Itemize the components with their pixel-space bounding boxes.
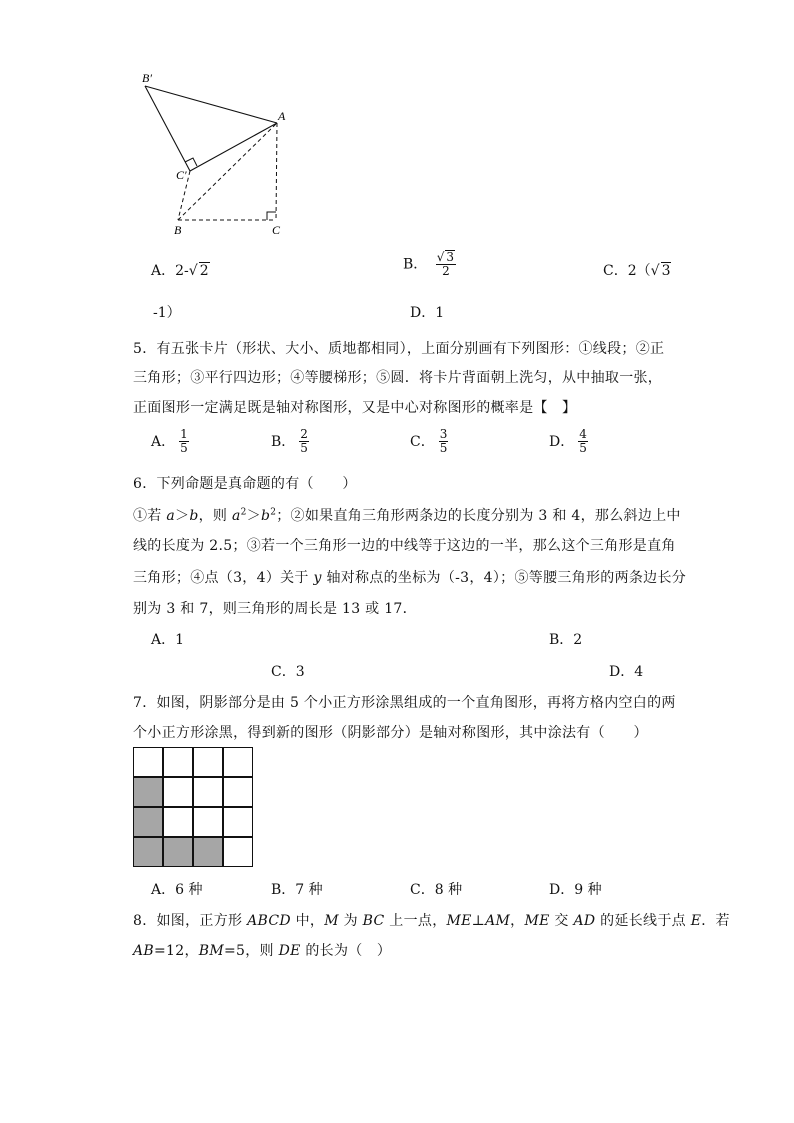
segment-b-a [178, 123, 277, 220]
q5-option-c-num: 3 [439, 427, 448, 441]
q4-option-c-continuation: -1） [153, 305, 181, 321]
grid-cell-shaded [133, 777, 163, 807]
grid-cell [163, 777, 193, 807]
segment-b-prime-a [145, 86, 277, 123]
label-c-prime: C′ [176, 168, 187, 182]
square-grid-figure [133, 747, 257, 871]
q6-option-d[interactable]: D．4 [609, 664, 644, 680]
q5-option-a-prefix: A． [151, 434, 176, 451]
triangle-fold-figure [130, 68, 300, 240]
q4-option-a-prefix: A． [151, 263, 176, 279]
q5-option-b-den: 5 [300, 440, 308, 455]
q7-option-d[interactable]: D．9 种 [549, 882, 602, 898]
grid-cell-shaded [193, 837, 223, 867]
q5-option-c-prefix: C． [410, 434, 435, 451]
q7-option-a[interactable]: A．6 种 [151, 882, 203, 898]
q7-line-2: 个小正方形涂黑，得到新的图形（阴影部分）是轴对称图形，其中涂法有（ ） [133, 725, 648, 741]
q5-line-2: 三角形；③平行四边形；④等腰梯形；⑤圆．将卡片背面朝上洗匀，从中抽取一张， [133, 370, 663, 386]
q5-option-b[interactable] [271, 428, 309, 454]
q5-option-b-prefix: B． [271, 434, 296, 451]
grid-cell [223, 747, 253, 777]
q4-option-d-prefix: D． [410, 305, 436, 321]
q4-option-d[interactable] [410, 302, 444, 322]
grid-cell-shaded [163, 837, 193, 867]
q5-option-d-den: 5 [579, 440, 587, 455]
q7-line-1: 7．如图，阴影部分是由 5 个小正方形涂黑组成的一个直角图形，再将方格内空白的两 [133, 695, 676, 711]
q4-option-a-pre: 2- [175, 263, 189, 279]
q5-option-d-prefix: D． [549, 434, 575, 451]
q4-option-c-prefix: C． [603, 263, 628, 279]
grid-cell [193, 747, 223, 777]
q5-option-c-den: 5 [439, 440, 448, 455]
q4-option-c[interactable]: C．2（√ 3 [603, 263, 671, 279]
q5-option-a-num: 1 [180, 427, 188, 441]
grid-cell [193, 777, 223, 807]
q4-option-c-radicand: 3 [661, 263, 671, 279]
q6-line-1: 6．下列命题是真命题的有（ ） [133, 476, 357, 492]
q4-option-b-den: 2 [442, 263, 450, 278]
q5-option-a-den: 5 [180, 440, 188, 455]
q5-line-3: 正面图形一定满足既是轴对称图形，又是中心对称图形的概率是【 】 [133, 400, 577, 416]
right-angle-mark-c [267, 212, 276, 220]
q6-line-2: ①若 a＞b，则 $a^2>b^2$；②如果直角三角形两条边的长度分别为 3 和 4，那么斜边上中 [133, 507, 681, 524]
segment-a-c [276, 123, 277, 220]
label-b-prime: B′ [142, 71, 152, 85]
q4-option-d-value: 1 [435, 305, 445, 321]
segment-c-prime-a [190, 123, 277, 171]
q5-option-d[interactable] [549, 428, 588, 454]
q6-option-c[interactable]: C．3 [271, 664, 305, 680]
grid-cell [223, 807, 253, 837]
q7-option-c[interactable]: C．8 种 [410, 882, 463, 898]
label-a: A [278, 109, 286, 123]
q4-option-a-radicand: 2 [199, 263, 209, 279]
grid-cell [223, 777, 253, 807]
q6-line-4: 三角形；④点（3，4）关于 y 轴对称点的坐标为（-3，4）；⑤等腰三角形的两条边长分 [133, 570, 687, 586]
q5-line-1: 5．有五张卡片（形状、大小、质地都相同），上面分别画有下列图形：①线段；②正 [133, 341, 665, 357]
q6-line-5: 别为 3 和 7，则三角形的周长是 13 或 17． [133, 601, 417, 617]
q6-line-3: 线的长度为 2.5；③若一个三角形一边的中线等于这边的一半，那么这个三角形是直角 [133, 538, 676, 554]
grid-cell [163, 747, 193, 777]
q6-option-a[interactable]: A．1 [151, 632, 185, 648]
grid-cell [133, 747, 163, 777]
q6-option-b[interactable]: B．2 [549, 632, 583, 648]
label-b: B [174, 223, 182, 237]
grid-cell-shaded [133, 837, 163, 867]
grid-cell [223, 837, 253, 867]
grid-cell [193, 807, 223, 837]
q8-line-2: AB=12，BM=5，则 DE 的长为（ ） [133, 943, 392, 959]
grid-cell [163, 807, 193, 837]
label-c: C [272, 223, 281, 237]
q5-option-b-num: 2 [300, 427, 308, 441]
q5-option-d-num: 4 [579, 427, 587, 441]
q8-line-1: 8．如图，正方形 ABCD 中，M 为 BC 上一点，ME⊥AM，ME 交 AD 的延长线于点 E．若 [133, 913, 730, 929]
grid-cell-shaded [133, 807, 163, 837]
q4-option-b-radicand: 3 [446, 250, 455, 264]
q7-option-b[interactable]: B．7 种 [271, 882, 323, 898]
q4-option-a[interactable]: A．2-√ 2 [151, 263, 209, 279]
q5-option-a[interactable] [151, 428, 189, 454]
q4-option-c-pre: 2（ [627, 263, 651, 279]
q4-option-b-prefix: B． [403, 256, 428, 273]
q5-option-c[interactable] [410, 428, 448, 454]
q4-option-b[interactable]: B． $\frac{√ 3}{2}$ [403, 250, 455, 278]
segment-b-prime-c-prime [145, 86, 190, 171]
